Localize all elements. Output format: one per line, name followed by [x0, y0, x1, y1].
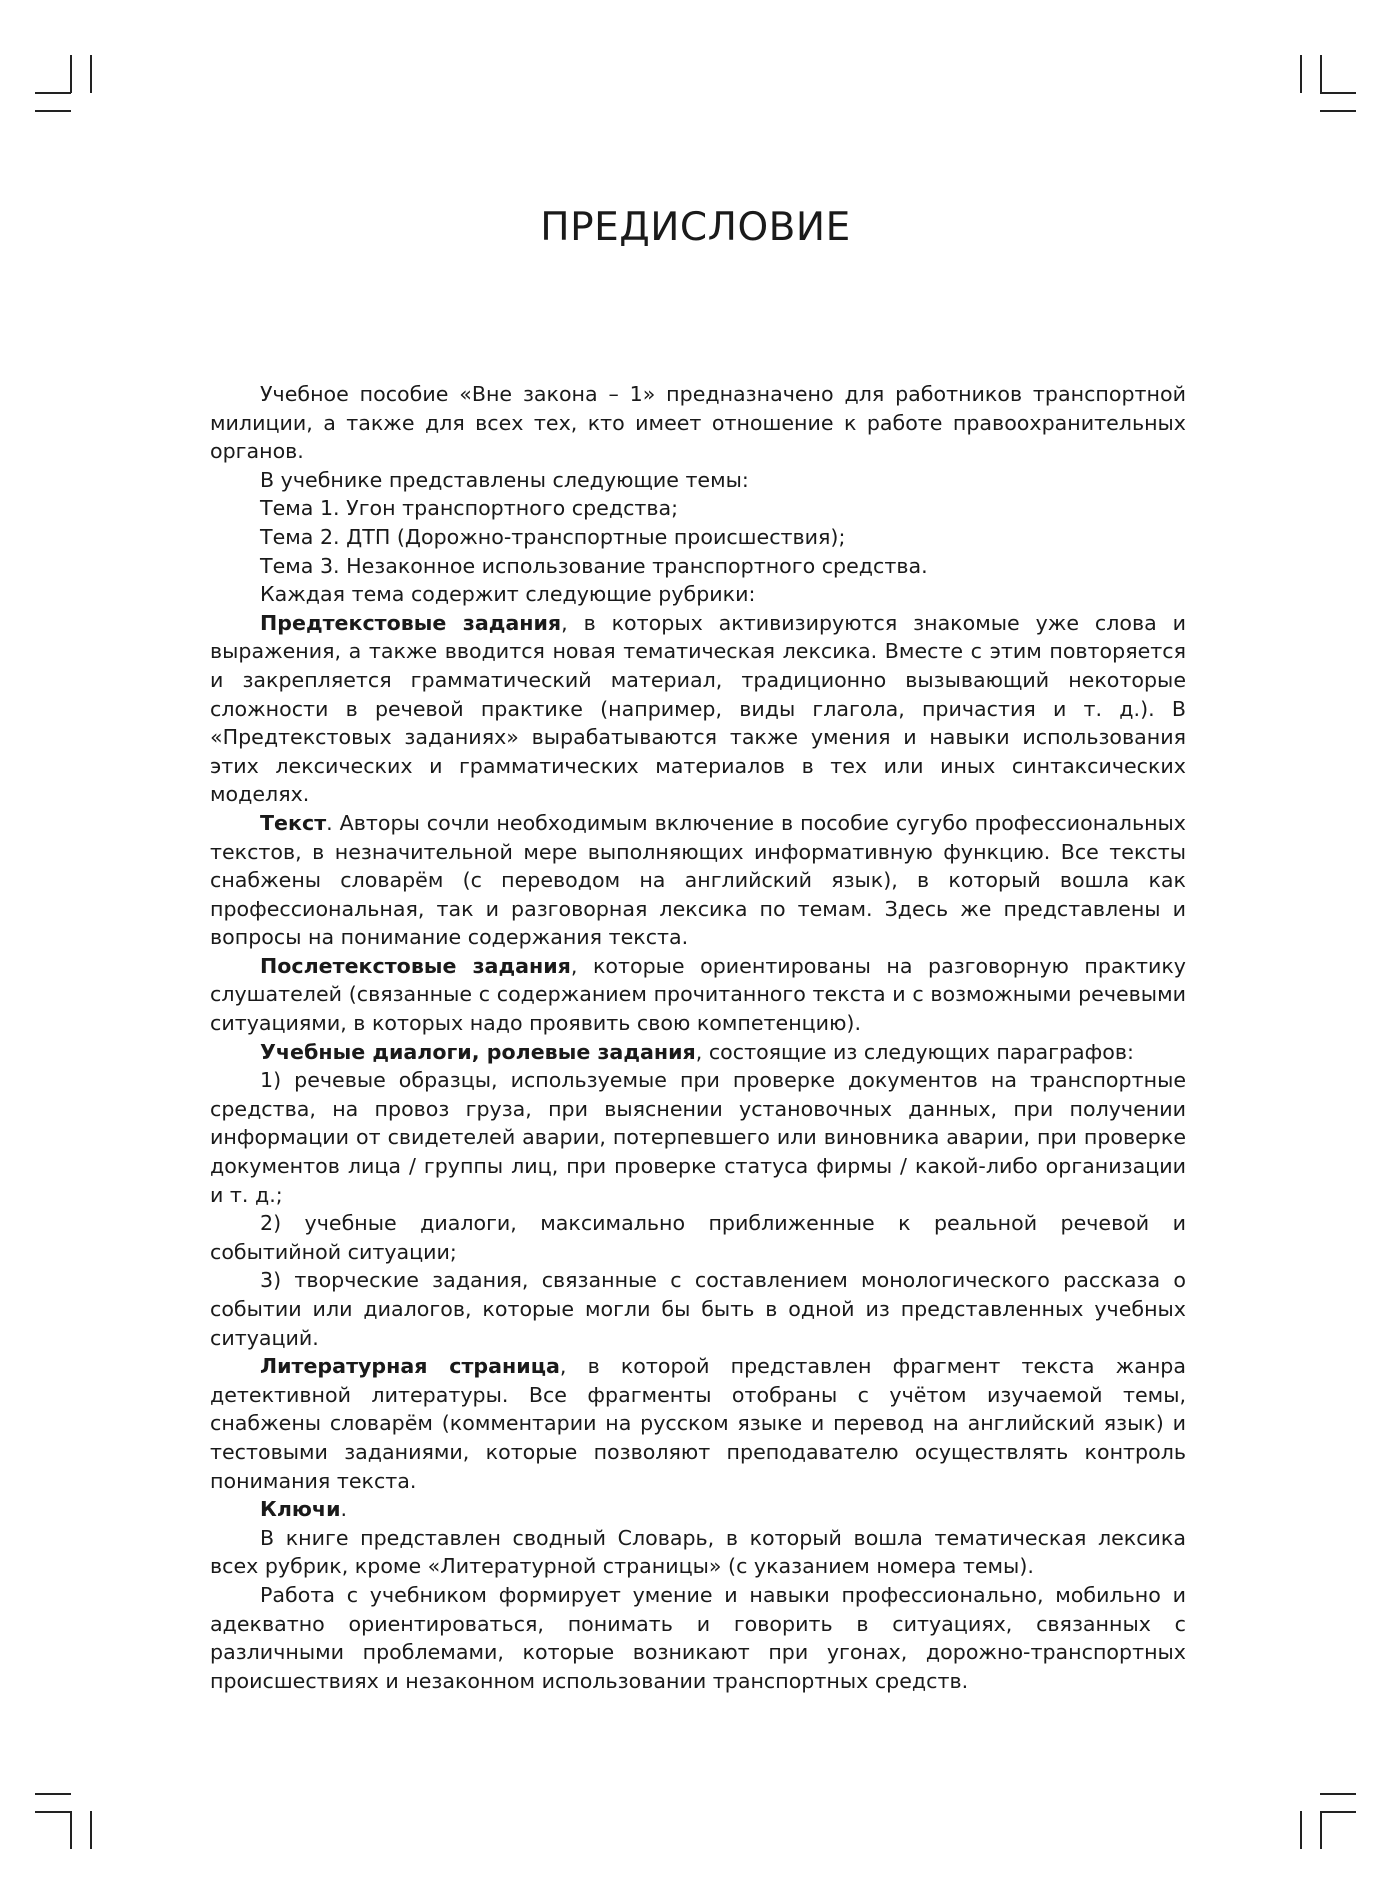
crop-mark-bottom-right-h2: [1320, 1793, 1356, 1795]
paragraph: 3) творческие задания, связанные с составлением монологического рассказа о событии или диалогов, которые могли бы быть в одной из представленных учебных ситуаций.: [210, 1268, 1186, 1350]
crop-mark-top-right-v2: [1320, 55, 1322, 93]
paragraph: Литературная страница, в которой представлен фрагмент текста жанра детективной литературы. Все фрагменты отобраны с учётом изучаемой темы, снабжены словарём (комментарии на русском языке и перевод на английский язык) и тестовыми заданиями, которые позволяют преподавателю осуществлять контроль понимания текста.: [210, 1354, 1186, 1493]
section-heading: Предтекстовые задания: [260, 610, 562, 635]
paragraph: Тема 1. Угон транспортного средства;: [260, 496, 679, 521]
paragraph: В учебнике представлены следующие темы:: [260, 467, 749, 492]
paragraph: Работа с учебником формирует умение и навыки профессионально, мобильно и адекватно ориентироваться, понимать и говорить в ситуациях, связанных с различными проблемами, которые возникают при угонах, дорожно-транспортных происшествиях и незаконном использовании транспортных средств.: [210, 1582, 1186, 1693]
crop-mark-top-left-v1: [70, 55, 72, 93]
section-heading: Учебные диалоги, ролевые задания: [260, 1039, 696, 1064]
paragraph: Ключи.: [260, 1497, 348, 1522]
paragraph: 1) речевые образцы, используемые при проверке документов на транспортные средства, на провоз груза, при выяснении установочных данных, при получении информации от свидетелей аварии, потерпевшего или виновника аварии, при проверке документов лица / группы лиц, при проверке статуса фирмы / какой-либо организации и т. д.;: [210, 1068, 1186, 1207]
paragraph: Текст. Авторы сочли необходимым включение в пособие сугубо профессиональных текстов, в незначительной мере выполняющих информативную функцию. Все тексты снабжены словарём (с переводом на английский язык), в который вошла как профессиональная, так и разговорная лексика по темам. Здесь же представлены и вопросы на понимание содержания текста.: [210, 810, 1186, 950]
paragraph: Учебные диалоги, ролевые задания, состоящие из следующих параграфов:: [260, 1039, 1134, 1064]
crop-mark-bottom-left-h2: [35, 1793, 71, 1795]
crop-mark-bottom-right-h: [1320, 1811, 1356, 1813]
crop-mark-bottom-left-h: [35, 1811, 71, 1813]
crop-mark-top-left-h2: [35, 110, 71, 112]
crop-mark-top-right-v1: [1300, 55, 1302, 93]
section-heading: Литературная страница: [260, 1354, 560, 1379]
crop-mark-top-right-h: [1320, 92, 1356, 94]
crop-mark-bottom-right-v2: [1320, 1811, 1322, 1849]
crop-mark-bottom-left-v1: [70, 1811, 72, 1849]
paragraph: Тема 3. Незаконное использование транспортного средства.: [260, 553, 928, 578]
paragraph: Предтекстовые задания, в которых активизируются знакомые уже слова и выражения, а также вводится новая тематическая лексика. Вместе с этим повторяется и закрепляется грамматический материал, традиционно вызывающий некоторые сложности в речевой практике (например, виды глагола, причастия и т. д.). В «Предтекстовых заданиях» вырабатываются также умения и навыки использования этих лексических и грамматических материалов в тех или иных синтаксических моделях.: [210, 610, 1186, 807]
paragraph: Учебное пособие «Вне закона – 1» предназначено для работников транспортной милиции, а также для всех тех, кто имеет отношение к работе правоохранительных органов.: [210, 382, 1186, 464]
section-heading: Текст: [260, 810, 327, 835]
crop-mark-bottom-left-v2: [90, 1811, 92, 1849]
crop-mark-top-right-h2: [1320, 110, 1356, 112]
page-title: ПРЕДИСЛОВИЕ: [540, 205, 851, 250]
body-text: [210, 380, 1186, 1695]
paragraph: 2) учебные диалоги, максимально приближенные к реальной речевой и событийной ситуации;: [210, 1211, 1186, 1264]
section-heading: Послетекстовые задания: [260, 953, 571, 978]
section-heading: Ключи: [260, 1497, 341, 1522]
crop-mark-top-left-v2: [90, 55, 92, 93]
paragraph: В книге представлен сводный Словарь, в который вошла тематическая лексика всех рубрик, кроме «Литературной страницы» (с указанием номера темы).: [210, 1525, 1186, 1579]
paragraph: Послетекстовые задания, которые ориентированы на разговорную практику слушателей (связанные с содержанием прочитанного текста и с возможными речевыми ситуациями, в которых надо проявить свою компетенцию).: [210, 953, 1186, 1036]
crop-mark-bottom-right-v1: [1300, 1811, 1302, 1849]
crop-mark-top-left-h: [35, 92, 71, 94]
paragraph: Тема 2. ДТП (Дорожно-транспортные происшествия);: [260, 524, 846, 549]
paragraph: Каждая тема содержит следующие рубрики:: [260, 582, 756, 607]
